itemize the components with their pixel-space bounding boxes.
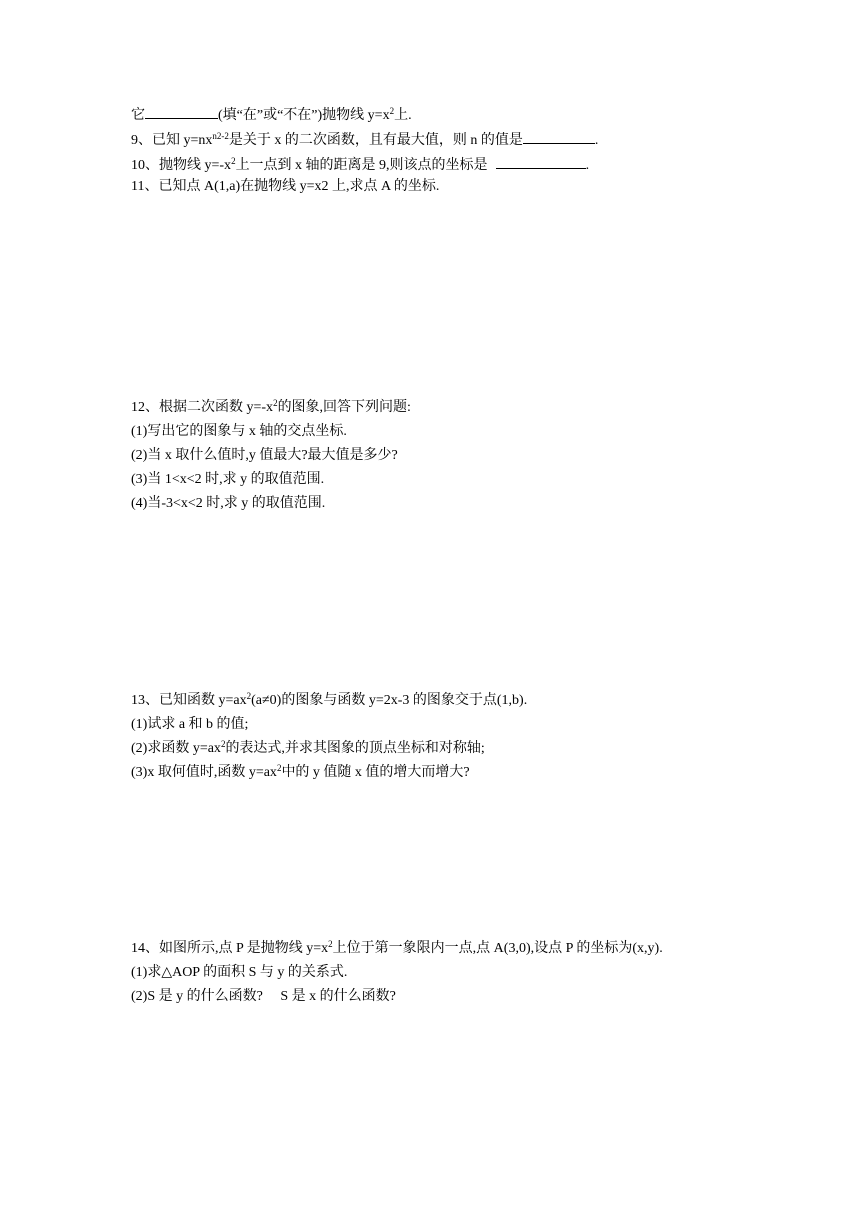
superscript: 2	[220, 739, 226, 749]
superscript: 2	[276, 763, 282, 773]
q13-item3-a: (3)x 取何值时,函数 y=ax	[131, 765, 277, 780]
superscript: 2	[389, 106, 395, 116]
q8-suffix-b: 上.	[394, 108, 412, 123]
superscript: 2	[328, 939, 333, 949]
question-13-item-1: (1)试求 a 和 b 的值;	[131, 717, 249, 732]
answer-blank	[145, 104, 218, 119]
question-12-item-3: (3)当 1<x<2 时,求 y 的取值范围.	[131, 472, 325, 487]
question-13	[131, 692, 527, 710]
question-12-item-2: (2)当 x 取什么值时,y 值最大?最大值是多少?	[131, 448, 398, 463]
question-10	[131, 154, 589, 175]
q11-text: 11、已知点 A(1,a)在抛物线 y=x2 上,求点 A 的坐标.	[131, 179, 440, 194]
question-12	[131, 399, 411, 417]
question-13-item-2	[131, 740, 485, 758]
question-14-item-2: (2)S 是 y 的什么函数? S 是 x 的什么函数?	[131, 989, 396, 1004]
q13-item2-a: (2)求函数 y=ax	[131, 741, 221, 756]
superscript: 2	[246, 691, 252, 701]
superscript: n2-2	[212, 131, 229, 141]
q14-text-a: 14、如图所示,点 P 是抛物线 y=x	[131, 941, 329, 956]
answer-blank	[496, 154, 586, 169]
q14-text-b: 上位于第一象限内一点,点 A(3,0),设点 P 的坐标为(x,y).	[332, 941, 663, 956]
q13-text-b: (a≠0)的图象与函数 y=2x-3 的图象交于点(1,b).	[251, 693, 528, 708]
q10-end: .	[585, 158, 590, 173]
question-9	[131, 129, 598, 150]
question-13-item-3	[131, 764, 470, 782]
q13-item2-b: 的表达式,并求其图象的顶点坐标和对称轴;	[225, 741, 485, 756]
superscript: 2	[273, 398, 278, 408]
q12-text-b: 的图象,回答下列问题:	[277, 400, 411, 415]
question-11	[131, 178, 439, 196]
superscript: 2	[231, 156, 236, 166]
q10-text-a: 10、抛物线 y=-x	[131, 158, 232, 173]
q9-text-a: 9、已知 y=nx	[131, 133, 213, 148]
q9-text-b: 是关于 x 的二次函数，且有最大值，则 n 的值是	[228, 133, 523, 148]
q8-prefix: 它	[131, 108, 145, 123]
q10-text-b: 上一点到 x 轴的距离是 9,则该点的坐标是	[235, 158, 488, 173]
question-14-item-1: (1)求△AOP 的面积 S 与 y 的关系式.	[131, 965, 348, 980]
answer-blank	[523, 129, 595, 144]
q13-item3-b: 中的 y 值随 x 值的增大而增大?	[281, 765, 470, 780]
question-12-item-1: (1)写出它的图象与 x 轴的交点坐标.	[131, 424, 347, 439]
q8-suffix-a: (填“在”或“不在”)抛物线 y=x	[218, 108, 390, 123]
q13-text-a: 13、已知函数 y=ax	[131, 693, 247, 708]
q12-text-a: 12、根据二次函数 y=-x	[131, 400, 274, 415]
question-12-item-4: (4)当-3<x<2 时,求 y 的取值范围.	[131, 496, 326, 511]
q9-end: .	[594, 133, 599, 148]
question-14	[131, 940, 663, 958]
question-8-tail	[131, 104, 412, 125]
